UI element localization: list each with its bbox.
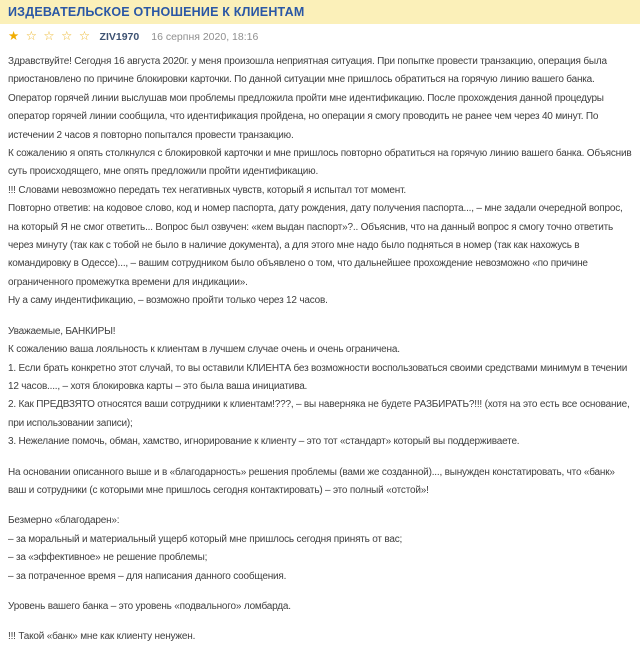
review-paragraph: К сожалению ваша лояльность к клиентам в лучшем случае очень и очень ограничена. [8, 344, 400, 356]
review-paragraph: !!! Словами невозможно передать тех негативных чувств, который я испытал тот момент. [8, 184, 406, 196]
review-paragraph: 3. Нежелание помочь, обман, хамство, игнорирование к клиенту – это тот «стандарт» который вы поддерживаете. [8, 436, 520, 448]
review-paragraph: Уважаемые, БАНКИРЫ! [8, 325, 116, 337]
review-paragraph: Повторно ответив: на кодовое слово, код и номер паспорта, дату рождения, дату получения паспорта..., – мне задали очередной вопрос, на который Я не смог ответить... Вопрос был озвучен: «кем выдан паспорт»?.. Объяснив, что на данный вопрос я смогу точно ответить через минуту (так как с тобой не было в наличие документа), а для этого мне надо было подняться в номер (так как нахожусь в командировку в Одессе)..., – вашим сотрудником было объявлено о том, что дальнейшее прохождение невозможно «по причине ограниченного промежутка времени для индикации». [8, 203, 623, 288]
author-username-link[interactable]: ZIV1970 [99, 30, 140, 43]
review-paragraph: К сожалению я опять столкнулся с блокировкой карточки и мне пришлось повторно обратиться на горячую линию вашего банка. Объяснив суть происходящего, мне опять предложили пройти идентификацию. [8, 148, 632, 178]
review-paragraph: !!! Такой «банк» мне как клиенту ненужен. [8, 631, 196, 643]
star-empty-icon: ☆ [61, 29, 74, 44]
star-filled-icon: ★ [8, 29, 21, 44]
review-body [0, 45, 640, 647]
review-paragraph: – за потраченное время – для написания данного сообщения. [8, 570, 287, 582]
review-paragraph: 2. Как ПРЕДВЗЯТО относятся ваши сотрудники к клиентам!???, – вы наверняка не будете РАЗБИРАТЬ?!!! (хотя на это есть все основание, при использовании записи); [8, 399, 630, 429]
star-empty-icon: ☆ [43, 29, 57, 44]
review-paragraph: 1. Если брать конкретно этот случай, то вы оставили КЛИЕНТА без возможности воспользоваться своими средствами минимум в течении 12 часов...., – хотя блокировка карты – это была ваша инициатива. [8, 362, 628, 392]
review-paragraph: На основании описанного выше и в «благодарность» решения проблемы (вами же созданной)..., вынужден констатировать, что «банк» ваш и сотрудники (с которыми мне пришлось сегодня контактировать) – это полный «отстой»! [8, 466, 615, 496]
review-date: 16 серпня 2020, 18:16 [151, 30, 259, 43]
review-paragraph: – за «эффективное» не решение проблемы; [8, 552, 208, 564]
star-empty-icon: ☆ [78, 29, 92, 44]
star-empty-icon: ☆ [25, 29, 39, 44]
review-paragraph: Уровень вашего банка – это уровень «подвального» ломбарда. [8, 600, 291, 612]
review-paragraph: Ну а саму индентификацию, – возможно пройти только через 12 часов. [8, 295, 328, 307]
review-meta-row [0, 24, 640, 45]
review-paragraph: – за моральный и материальный ущерб который мне пришлось сегодня принять от вас; [8, 533, 403, 545]
review-title-link[interactable]: ИЗДЕВАТЕЛЬСКОЕ ОТНОШЕНИЕ К КЛИЕНТАМ [8, 5, 305, 19]
review-paragraph: Здравствуйте! Сегодня 16 августа 2020г. у меня произошла неприятная ситуация. При попытке провести транзакцию, операция была приостановлено по причине блокировки карточки. По данной ситуации мне пришлось обратиться на горячую линию вашего банка. Оператор горячей линии выслушав мои проблемы предложила пройти мне идентификацию. После прохождения данной процедуры оператор горячей линии сообщила, что идентификация пройдена, но операции я смогу проводить не ранее чем через 40 минут. По истечении 2 часов я повторно попытался провести транзакцию. [8, 56, 607, 141]
review-paragraph: Безмерно «благодарен»: [8, 515, 120, 527]
rating-stars [8, 30, 92, 43]
review-title-band [0, 0, 640, 24]
